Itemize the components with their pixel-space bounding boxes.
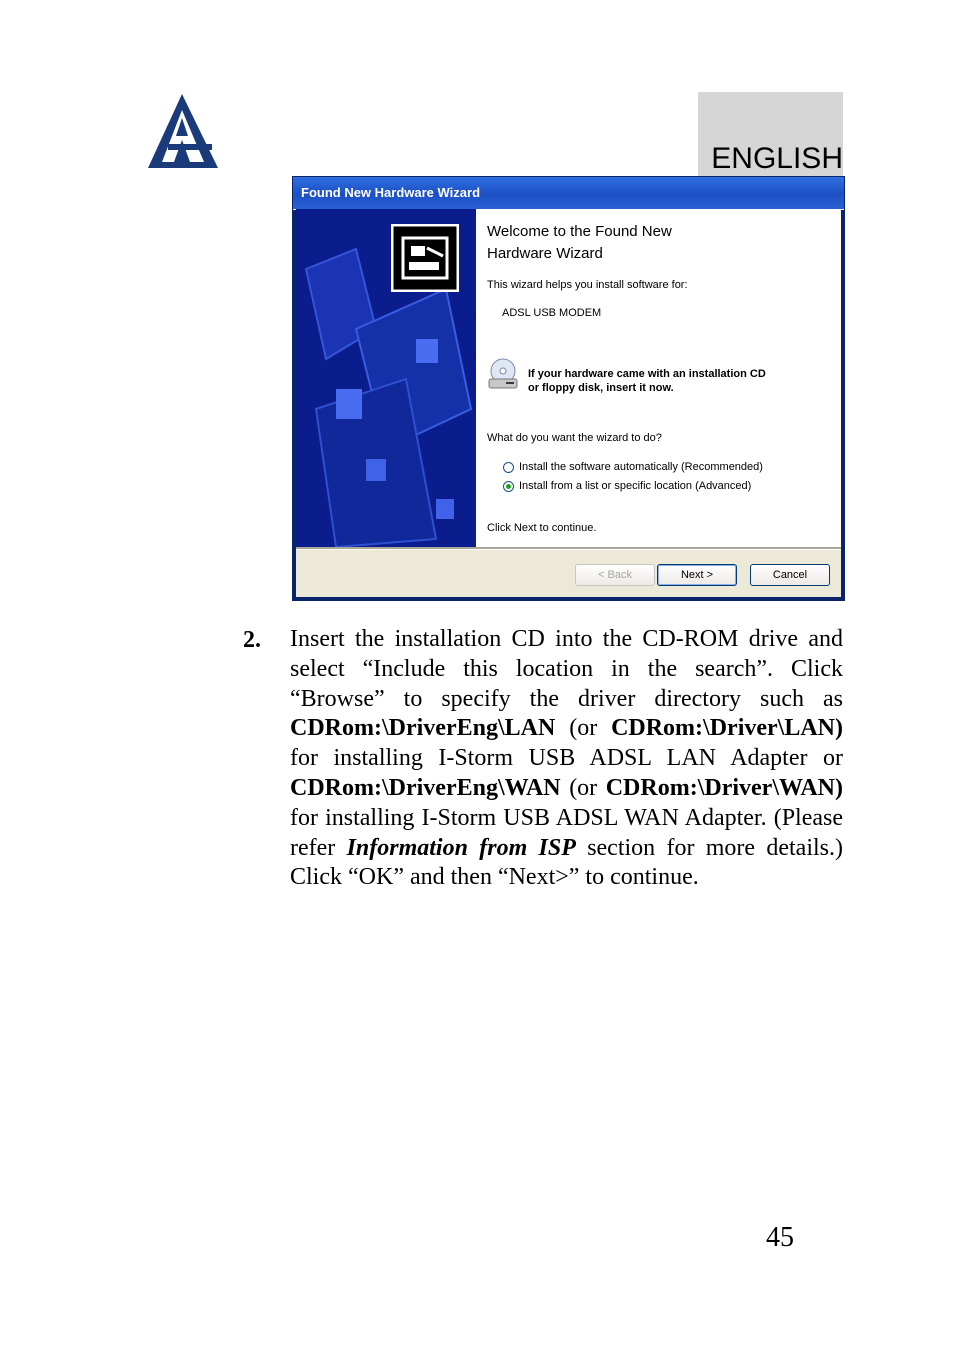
wizard-title: Found New Hardware Wizard xyxy=(301,185,481,200)
path-wan-eng: CDRom:\DriverEng\WAN xyxy=(290,774,561,801)
option-automatic[interactable] xyxy=(503,461,763,473)
language-label: ENGLISH xyxy=(711,142,843,175)
isp-section-ref: Information from ISP xyxy=(346,834,576,861)
step-text-part: for installing I-Storm USB ADSL WAN Adapter. (Please refer xyxy=(290,804,843,861)
step-text-part: (or xyxy=(560,774,606,801)
hardware-icon xyxy=(391,224,459,292)
cd-note xyxy=(528,367,828,395)
step-text xyxy=(290,625,843,893)
option-advanced[interactable] xyxy=(503,480,751,492)
wizard-heading-line1: Welcome to the Found New xyxy=(487,223,672,240)
option-automatic-label: Install the software automatically (Recommended) xyxy=(519,461,763,473)
cancel-button[interactable]: Cancel xyxy=(750,564,830,586)
continue-hint: Click Next to continue. xyxy=(487,522,597,534)
step-number: 2. xyxy=(243,627,261,653)
wizard-heading xyxy=(487,221,787,265)
language-tab xyxy=(698,92,843,176)
cd-note-line2: or floppy disk, insert it now. xyxy=(528,382,674,394)
wizard-heading-line2: Hardware Wizard xyxy=(487,245,603,262)
next-button[interactable]: Next > xyxy=(657,564,737,586)
path-lan-eng: CDRom:\DriverEng\LAN xyxy=(290,715,556,742)
back-button[interactable]: < Back xyxy=(575,564,655,586)
wizard-intro: This wizard helps you install software for: xyxy=(487,279,688,291)
wizard-client-area xyxy=(296,209,841,597)
path-wan: CDRom:\Driver\WAN) xyxy=(605,774,843,801)
wizard-content xyxy=(476,209,841,547)
radio-advanced[interactable] xyxy=(503,481,514,492)
path-lan: CDRom:\Driver\LAN) xyxy=(611,715,843,742)
atlantis-logo-icon xyxy=(146,92,220,170)
radio-automatic[interactable] xyxy=(503,462,514,473)
page-number: 45 xyxy=(766,1222,794,1253)
wizard-question: What do you want the wizard to do? xyxy=(487,432,662,444)
step-text-part: (or xyxy=(555,715,612,742)
step-text-part: Insert the installation CD into the CD-ROM drive and select “Include this location in the search”. Click “Browse” to specify the driver directory such as xyxy=(290,626,843,712)
step-text-part: for installing I-Storm USB ADSL LAN Adapter or xyxy=(290,745,843,772)
wizard-divider xyxy=(296,547,841,550)
cd-note-line1: If your hardware came with an installation CD xyxy=(528,368,766,380)
device-name: ADSL USB MODEM xyxy=(502,307,602,319)
cd-drive-icon xyxy=(486,357,520,391)
step-text-part: section for more details.) Click “OK” and then “Next>” to continue. xyxy=(290,834,843,891)
wizard-side-banner xyxy=(296,209,476,547)
option-advanced-label: Install from a list or specific location (Advanced) xyxy=(519,480,752,492)
wizard-titlebar xyxy=(293,177,844,210)
found-new-hardware-wizard xyxy=(292,176,845,601)
